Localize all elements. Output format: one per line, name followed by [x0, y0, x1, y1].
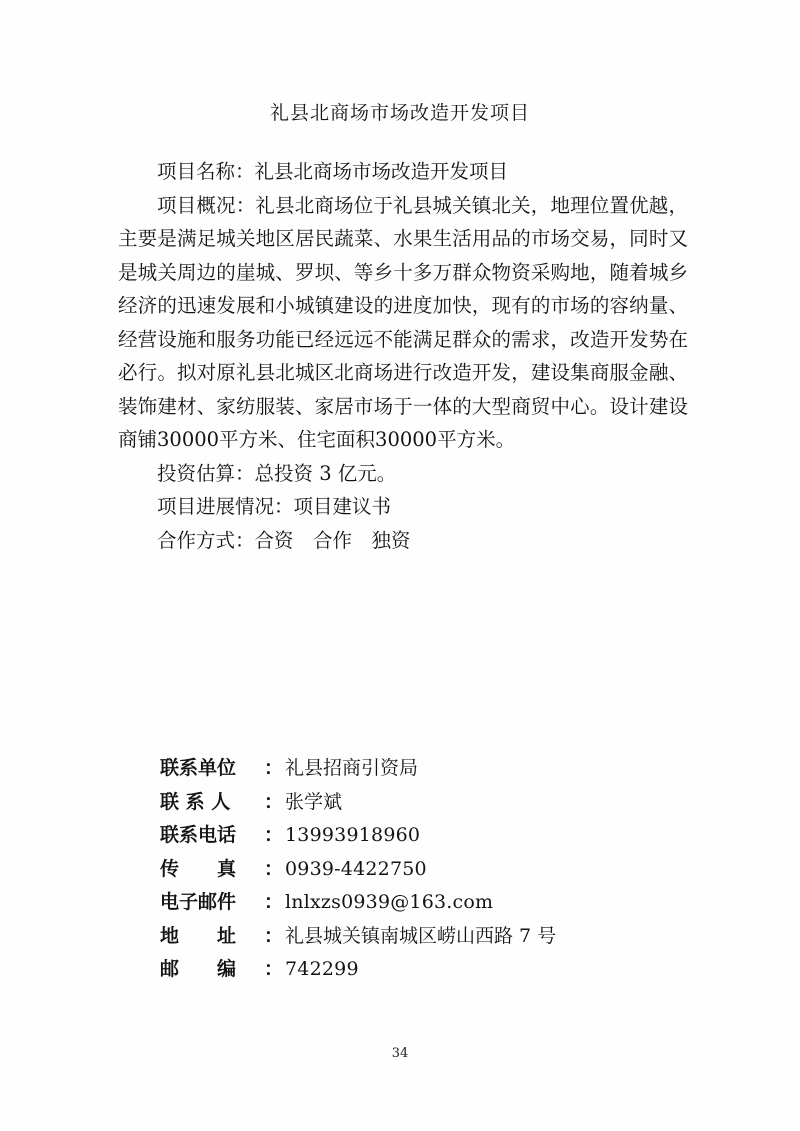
- paragraph-project-overview: 项目概况：礼县北商场位于礼县城关镇北关，地理位置优越，主要是满足城关地区居民蔬菜、水果生活用品的市场交易，同时又是城关周边的崖城、罗坝、等乡十多万群众物资采购地，随着城乡经济的迅速发展和小城镇建设的进度加快，现有的市场的容纳量、经营设施和服务功能已经远远不能满足群众的需求，改造开发势在必行。拟对原礼县北城区北商场进行改造开发，建设集商服金融、装饰建材、家纺服装、家居市场于一体的大型商贸中心。设计建设商铺30000平方米、住宅面积30000平方米。: [118, 193, 688, 451]
- page-title: 礼县北商场市场改造开发项目: [269, 102, 530, 124]
- paragraph-project-progress: 项目进展情况：项目建议书: [157, 495, 392, 518]
- paragraph-investment-estimate: 投资估算：总投资 3 亿元。: [157, 461, 397, 485]
- contact-row-postcode: [160, 953, 680, 987]
- contact-info: [160, 752, 680, 987]
- contact-label-person: 联 系 人: [160, 790, 231, 813]
- contact-label-unit: 联系单位: [160, 757, 237, 779]
- contact-row-fax: [160, 853, 680, 887]
- contact-value-phone: 13993918960: [285, 824, 421, 846]
- contact-value-address: 礼县城关镇南城区崂山西路 7 号: [285, 924, 557, 947]
- contact-value-unit: 礼县招商引资局: [285, 757, 419, 779]
- contact-row-phone: [160, 819, 680, 853]
- contact-separator: ：: [264, 891, 284, 913]
- contact-separator: ：: [264, 958, 284, 980]
- contact-value-postcode: 742299: [285, 958, 359, 980]
- paragraph-cooperation-mode: 合作方式：合资 合作 独资: [157, 528, 411, 552]
- contact-row-unit: [160, 752, 680, 786]
- contact-separator: ：: [264, 757, 284, 779]
- contact-separator: ：: [264, 790, 284, 813]
- contact-value-email: lnlxzs0939@163.com: [285, 891, 494, 913]
- contact-value-fax: 0939-4422750: [285, 857, 427, 880]
- paragraph-project-name: 项目名称：礼县北商场市场改造开发项目: [157, 160, 509, 183]
- page-number: 34: [391, 1046, 409, 1061]
- contact-row-person: [160, 786, 680, 820]
- contact-label-postcode: 邮 编: [160, 958, 237, 980]
- contact-value-person: 张学斌: [285, 790, 343, 813]
- contact-separator: ：: [264, 824, 284, 846]
- document-body: [118, 155, 688, 557]
- contact-row-email: [160, 886, 680, 920]
- contact-row-address: [160, 920, 680, 954]
- contact-label-email: 电子邮件: [160, 891, 237, 913]
- contact-separator: ：: [264, 857, 284, 880]
- contact-label-fax: 传 真: [160, 857, 237, 880]
- contact-separator: ：: [264, 924, 284, 947]
- contact-label-phone: 联系电话: [160, 824, 237, 846]
- contact-label-address: 地 址: [160, 924, 237, 947]
